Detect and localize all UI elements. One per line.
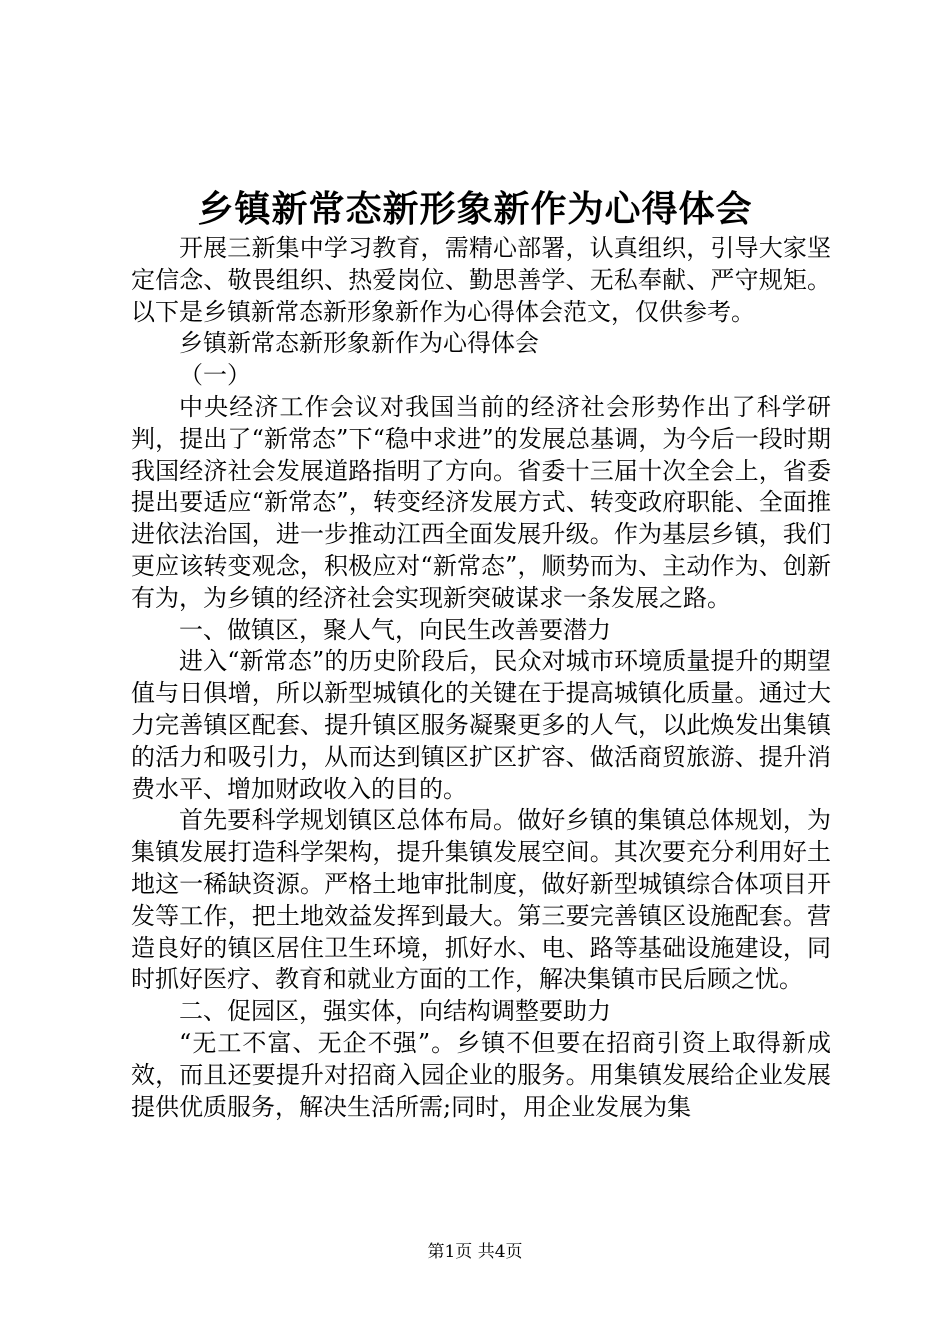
page-footer: 第1页 共4页 (427, 1242, 523, 1262)
body-paragraph: 进入“新常态”的历史阶段后，民众对城市环境质量提升的期望值与日俱增，所以新型城镇化的关键在于提高城镇化质量。通过大力完善镇区配套、提升镇区服务凝聚更多的人气，以此焕发出集镇的活力和吸引力，从而达到镇区扩区扩容、做活商贸旅游、提升消费水平、增加财政收入的目的。 (131, 647, 831, 803)
section-number: （一） (179, 361, 251, 390)
body-paragraph: 首先要科学规划镇区总体布局。做好乡镇的集镇总体规划，为集镇发展打造科学架构，提升集镇发展空间。其次要充分利用好土地这一稀缺资源。严格土地审批制度，做好新型城镇综合体项目开发等工作，把土地效益发挥到最大。第三要完善镇区设施配套。营造良好的镇区居住卫生环境，抓好水、电、路等基础设施建设，同时抓好医疗、教育和就业方面的工作，解决集镇市民后顾之忧。 (131, 806, 831, 994)
body-paragraph: “无工不富、无企不强”。乡镇不但要在招商引资上取得新成效，而且还要提升对招商入园企业的服务。用集镇发展给企业发展提供优质服务，解决生活所需;同时，用企业发展为集 (131, 1028, 831, 1121)
document-body (131, 233, 831, 1123)
section-heading-1: 一、做镇区，聚人气，向民生改善要潜力 (179, 615, 611, 644)
body-paragraph: 中央经济工作会议对我国当前的经济社会形势作出了科学研判，提出了“新常态”下“稳中求进”的发展总基调，为今后一段时期我国经济社会发展道路指明了方向。省委十三届十次全会上，省委提出要适应“新常态”，转变经济发展方式、转变政府职能、全面推进依法治国，进一步推动江西全面发展升级。作为基层乡镇，我们更应该转变观念，积极应对“新常态”，顺势而为、主动作为、创新有为，为乡镇的经济社会实现新突破谋求一条发展之路。 (131, 392, 831, 612)
subtitle-paragraph: 乡镇新常态新形象新作为心得体会 (179, 329, 539, 358)
document-title: 乡镇新常态新形象新作为心得体会 (197, 188, 753, 230)
intro-paragraph: 开展三新集中学习教育，需精心部署，认真组织，引导大家坚定信念、敬畏组织、热爱岗位、勤思善学、无私奉献、严守规矩。以下是乡镇新常态新形象新作为心得体会范文，仅供参考。 (131, 234, 831, 326)
section-heading-2: 二、促园区，强实体，向结构调整要助力 (179, 997, 611, 1026)
